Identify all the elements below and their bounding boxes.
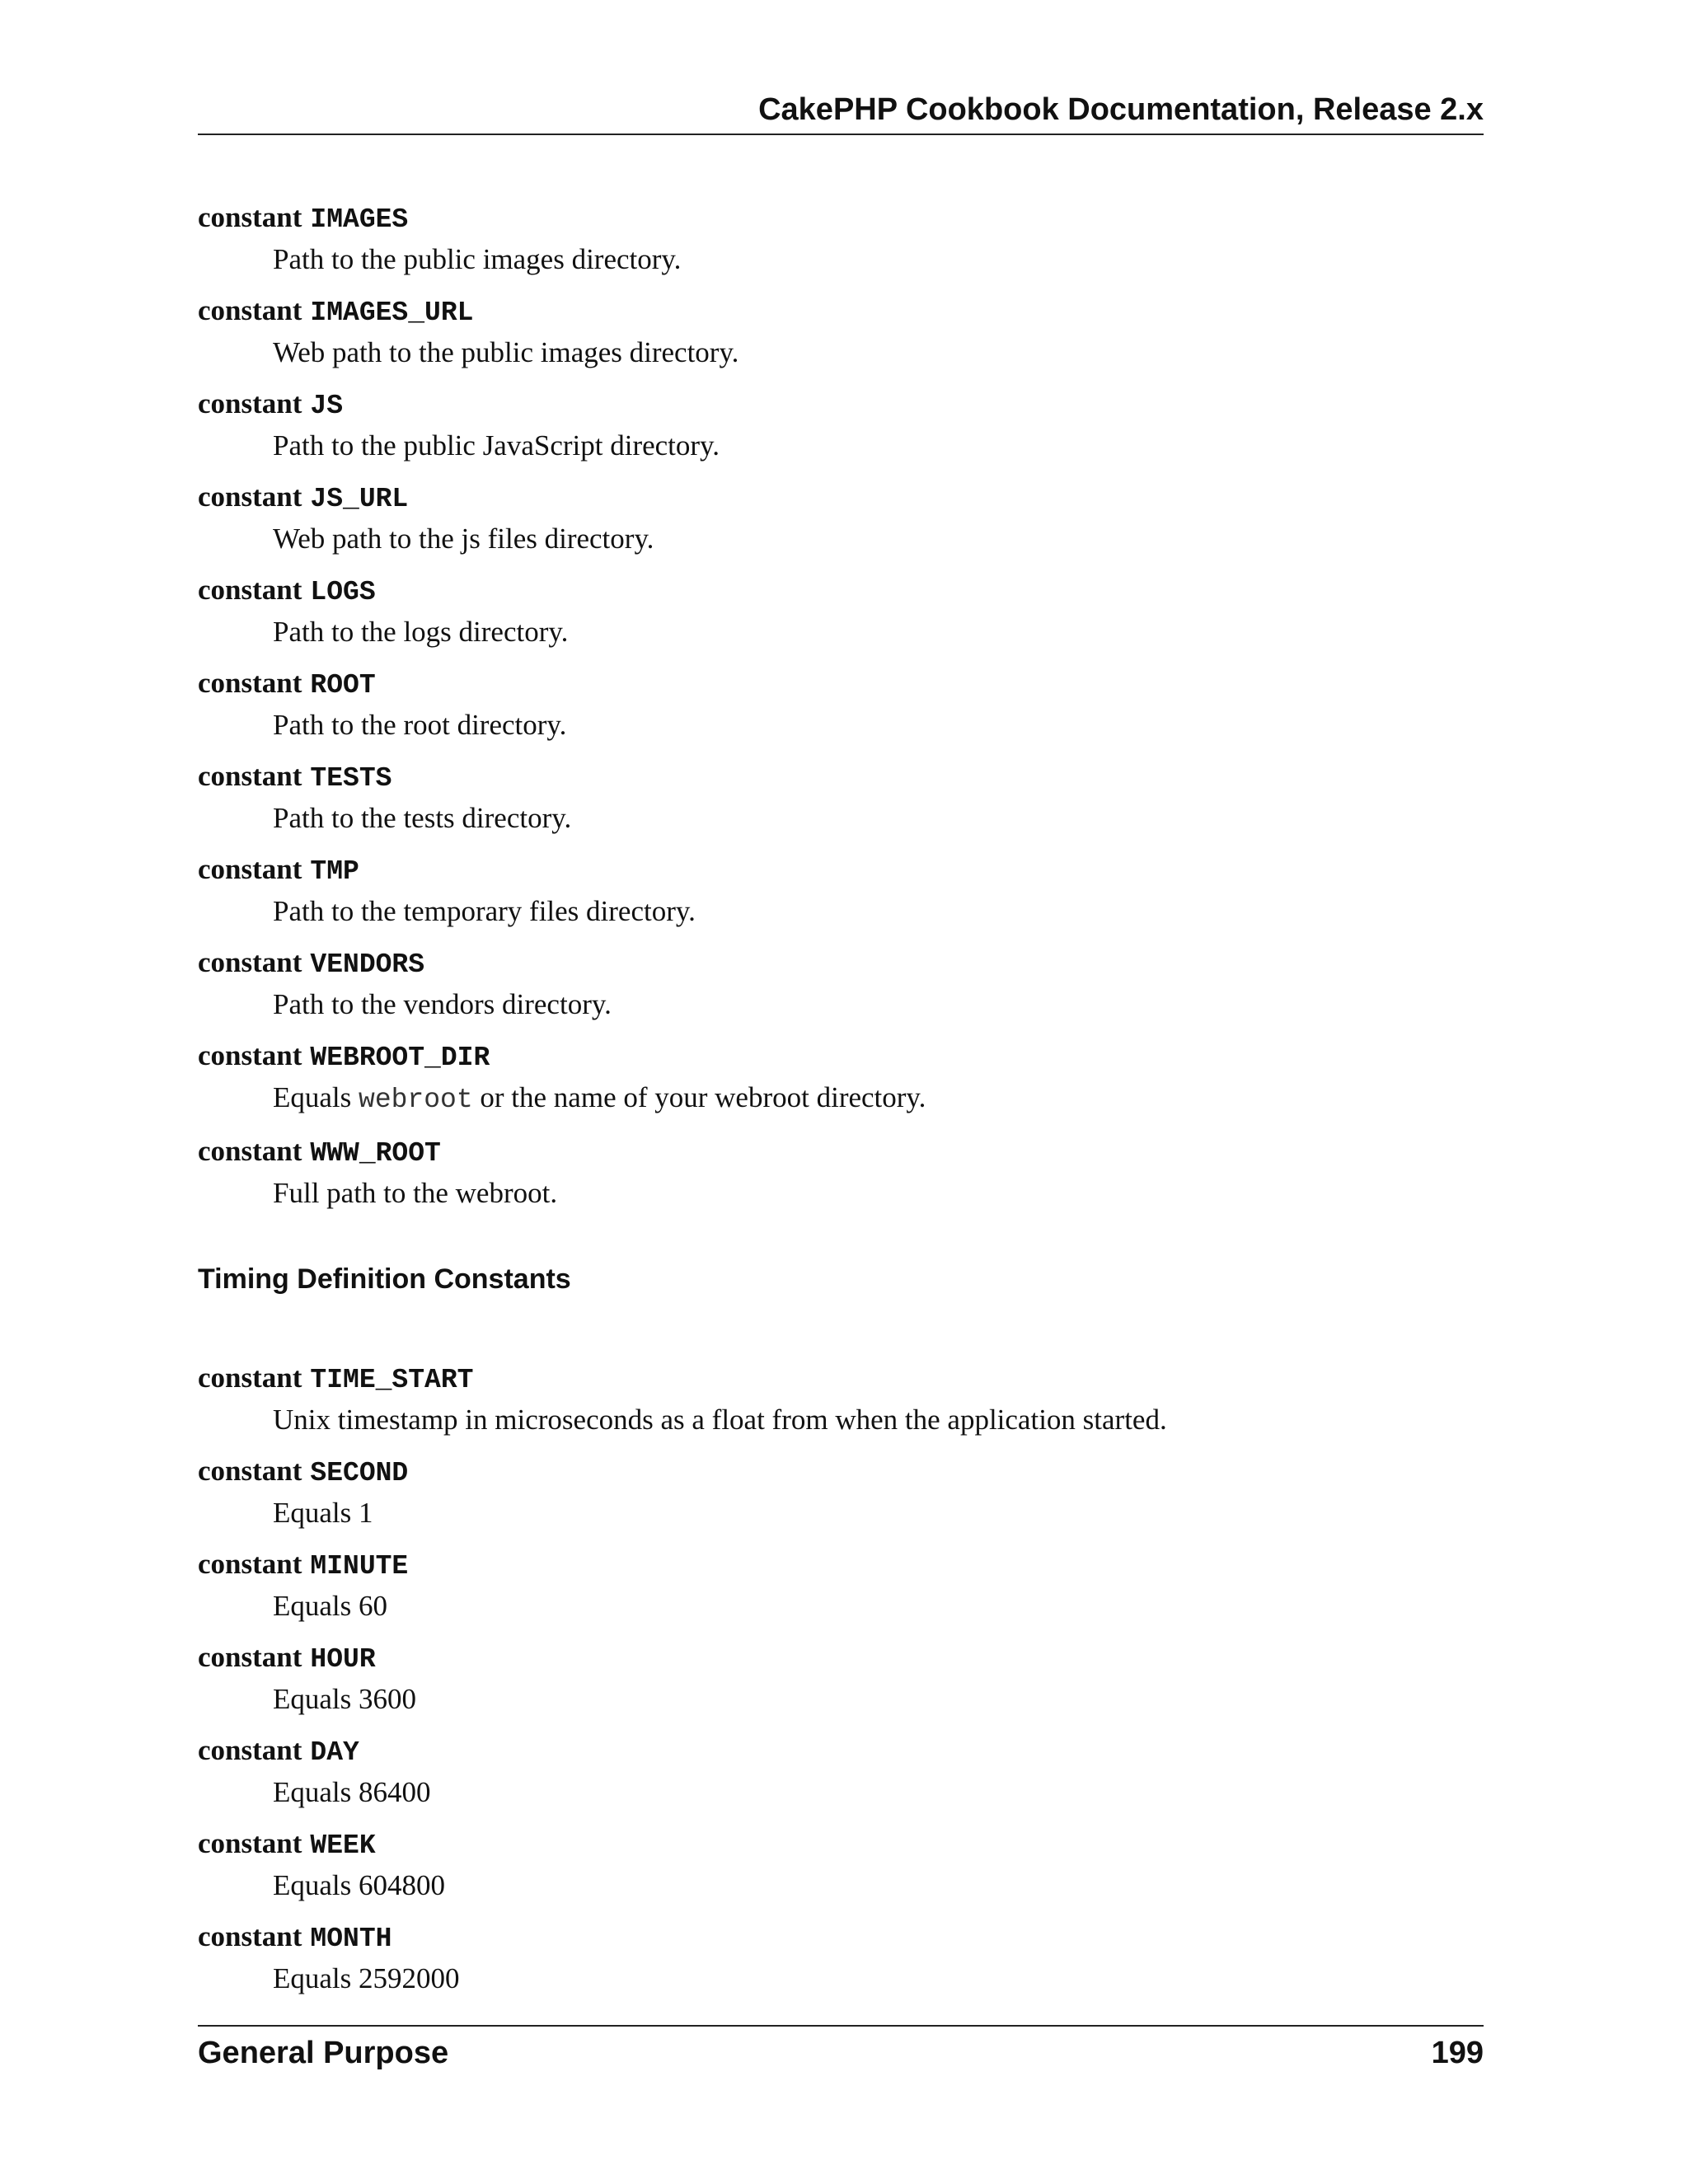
constant-keyword: constant (198, 1641, 302, 1673)
constant-keyword: constant (198, 201, 302, 233)
description-text: or the name of your webroot directory. (480, 1081, 926, 1113)
constant-signature (198, 1731, 1484, 1773)
constant-entry-webroot-dir (198, 1036, 1484, 1120)
constant-signature (198, 1824, 1484, 1866)
constant-keyword: constant (198, 574, 302, 606)
constant-description (198, 1078, 1484, 1120)
constant-name: MINUTE (310, 1551, 409, 1582)
constants-list (198, 198, 1484, 2010)
constant-name: JS_URL (310, 484, 409, 514)
page-number: 199 (1431, 2036, 1484, 2070)
constant-keyword: constant (198, 946, 302, 978)
section-heading: Timing Definition Constants (198, 1263, 571, 1295)
constant-name: IMAGES (310, 204, 409, 235)
constant-name: TIME_START (310, 1365, 474, 1395)
footer-rule (198, 2025, 1484, 2027)
constant-entry-hour (198, 1638, 1484, 1719)
constant-keyword: constant (198, 1135, 302, 1167)
running-header: CakePHP Cookbook Documentation, Release 2.x (758, 92, 1484, 127)
constant-signature (198, 291, 1484, 333)
constant-keyword: constant (198, 1455, 302, 1487)
constant-name: LOGS (310, 577, 376, 607)
constant-description: Equals 86400 (273, 1776, 431, 1808)
constant-name: MONTH (310, 1924, 392, 1954)
constant-description: Path to the public images directory. (273, 243, 682, 275)
constant-entry-minute (198, 1544, 1484, 1626)
constant-entry-www-root (198, 1132, 1484, 1213)
constant-keyword: constant (198, 294, 302, 326)
constant-entry-week (198, 1824, 1484, 1905)
constant-entry-tmp (198, 850, 1484, 931)
constant-description: Equals 604800 (273, 1869, 446, 1901)
constant-description: Equals 2592000 (273, 1962, 460, 1994)
constant-keyword: constant (198, 1827, 302, 1859)
constant-name: SECOND (310, 1458, 409, 1488)
constant-signature (198, 1544, 1484, 1586)
constant-name: TESTS (310, 763, 392, 794)
footer-section-title: General Purpose (198, 2036, 449, 2070)
constant-keyword: constant (198, 1361, 302, 1394)
constant-entry-js-url (198, 477, 1484, 559)
constant-description: Web path to the js files directory. (273, 523, 654, 555)
constant-signature (198, 663, 1484, 705)
constant-description: Unix timestamp in microseconds as a float from when the application started. (273, 1404, 1167, 1436)
constant-name: TMP (310, 856, 359, 887)
constant-keyword: constant (198, 1548, 302, 1580)
constant-name: HOUR (310, 1644, 376, 1675)
constant-signature (198, 1638, 1484, 1680)
constant-signature (198, 757, 1484, 799)
constant-name: WWW_ROOT (310, 1138, 441, 1169)
constant-keyword: constant (198, 480, 302, 513)
constant-signature (198, 1036, 1484, 1078)
constant-description: Web path to the public images directory. (273, 336, 739, 368)
constant-entry-second (198, 1451, 1484, 1533)
constant-description: Equals 3600 (273, 1683, 417, 1715)
constant-keyword: constant (198, 1920, 302, 1952)
constant-description: Path to the root directory. (273, 709, 567, 741)
constant-description: Path to the vendors directory. (273, 988, 612, 1020)
constant-description: Path to the tests directory. (273, 802, 572, 834)
constant-name: JS (310, 391, 344, 421)
description-text: Equals (273, 1081, 352, 1113)
constant-entry-tests (198, 757, 1484, 838)
constant-description: Path to the public JavaScript directory. (273, 429, 720, 462)
constant-signature (198, 384, 1484, 426)
constant-description: Full path to the webroot. (273, 1177, 558, 1209)
constant-name: VENDORS (310, 949, 425, 980)
constant-signature (198, 1917, 1484, 1959)
constant-keyword: constant (198, 387, 302, 419)
constant-signature (198, 943, 1484, 985)
constant-signature (198, 198, 1484, 240)
constant-name: IMAGES_URL (310, 298, 474, 328)
constant-description: Path to the logs directory. (273, 616, 569, 648)
constant-description: Path to the temporary files directory. (273, 895, 696, 927)
constant-name: WEEK (310, 1830, 376, 1861)
constant-signature (198, 1358, 1484, 1400)
constant-signature (198, 1451, 1484, 1493)
constant-name: DAY (310, 1737, 359, 1768)
constant-description: Equals 60 (273, 1590, 388, 1622)
constant-entry-images-url (198, 291, 1484, 373)
constant-signature (198, 570, 1484, 612)
constant-keyword: constant (198, 1734, 302, 1766)
constant-signature (198, 1132, 1484, 1174)
constant-entry-vendors (198, 943, 1484, 1024)
inline-code: webroot (359, 1085, 473, 1115)
constant-name: ROOT (310, 670, 376, 701)
header-rule (198, 134, 1484, 135)
constant-keyword: constant (198, 667, 302, 699)
constant-keyword: constant (198, 1039, 302, 1071)
constant-entry-day (198, 1731, 1484, 1812)
constant-signature (198, 850, 1484, 892)
constant-signature (198, 477, 1484, 519)
constant-keyword: constant (198, 760, 302, 792)
constant-entry-time-start (198, 1358, 1484, 1440)
constant-name: WEBROOT_DIR (310, 1043, 490, 1073)
constant-entry-js (198, 384, 1484, 466)
constant-description: Equals 1 (273, 1497, 373, 1529)
constant-keyword: constant (198, 853, 302, 885)
constant-entry-month (198, 1917, 1484, 1999)
constant-entry-root (198, 663, 1484, 745)
constant-entry-logs (198, 570, 1484, 652)
constant-entry-images (198, 198, 1484, 279)
